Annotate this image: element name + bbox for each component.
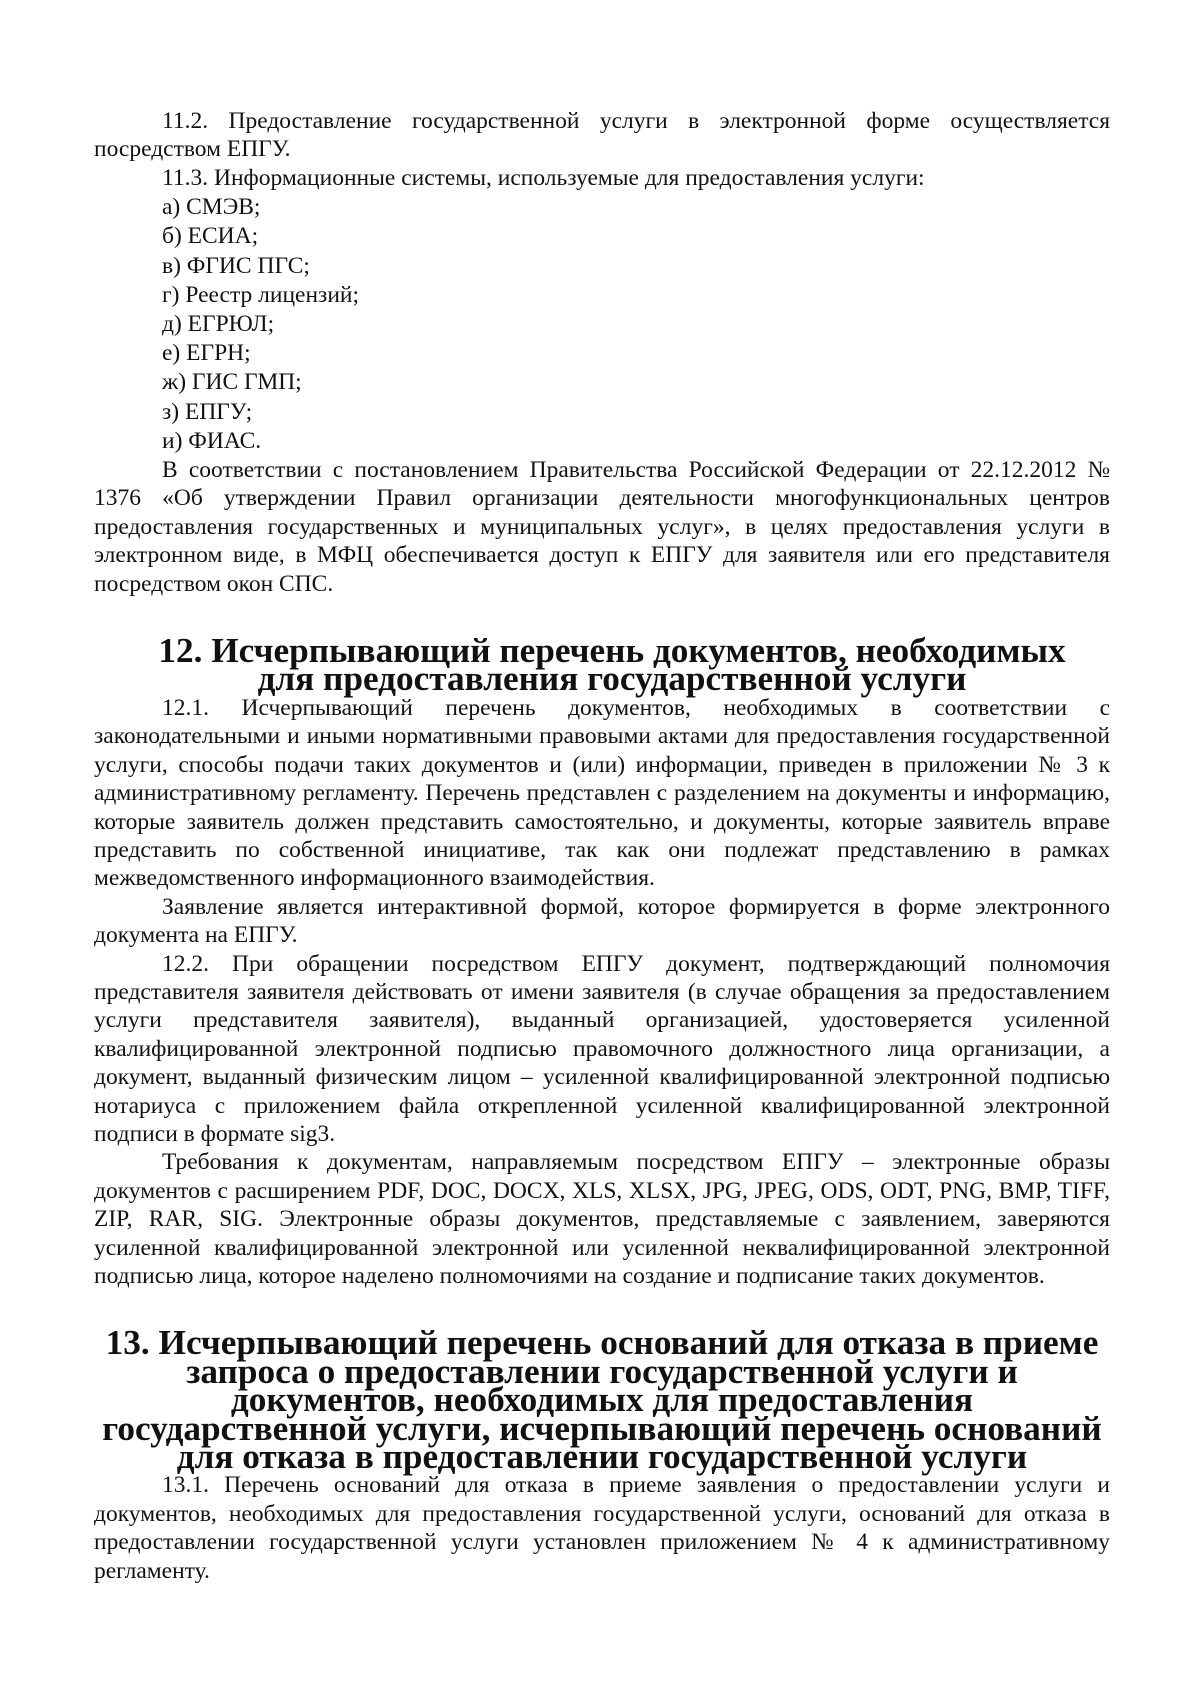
list-item: е) ЕГРН; bbox=[162, 340, 251, 367]
paragraph-12-2: 12.2. При обращении посредством ЕПГУ документ, подтверждающий полномочия представителя заявителя действовать от имени заявителя (в случае обращения за предоставлением услуги представителя заявителя), выданный организацией, удостоверяется усиленной квалифицированной электронной подписью правомочного должностного лица организации, а документ, выданный физическим лицом – усиленной квалифицированной электронной подписью нотариуса с приложением файла открепленной усиленной квалифицированной электронной подписи в формате sig3. bbox=[94, 950, 1110, 1147]
section-13-heading: 13. Исчерпывающий перечень оснований для отказа в приеме запроса о предоставлении государственной услуги и документов, необходимых для предоставления государственной услуги, исчерпывающий перечень оснований для отказа в предоставлении государственной услуги bbox=[102, 1323, 1102, 1477]
list-item: г) Реестр лицензий; bbox=[162, 281, 360, 308]
paragraph-13-1: 13.1. Перечень оснований для отказа в приеме заявления о предоставлении услуги и документов, необходимых для предоставления государственной услуги, оснований для отказа в предоставлении государственной услуги установлен приложением № 4 к административному регламенту. bbox=[94, 1472, 1110, 1584]
list-item: д) ЕГРЮЛ; bbox=[162, 311, 275, 338]
list-item: з) ЕПГУ; bbox=[162, 398, 253, 425]
paragraph-11-2: 11.2. Предоставление государственной услуги в электронной форме осуществляется посредством ЕПГУ. bbox=[94, 108, 1110, 163]
information-systems-list bbox=[94, 193, 1110, 455]
paragraph-document-requirements: Требования к документам, направляемым посредством ЕПГУ – электронные образы документов с расширением PDF, DOC, DOCX, XLS, XLSX, JPG, JPEG, ODS, ODT, PNG, BMP, TIFF, ZIP, RAR, SIG. Электронные образы документов, представляемые с заявлением, заверяются усиленной квалифицированной электронной или усиленной неквалифицированной электронной подписью лица, которое наделено полномочиями на создание и подписание таких документов. bbox=[94, 1149, 1110, 1290]
paragraph-interactive-form: Заявление является интерактивной формой, которое формируется в форме электронного документа на ЕПГУ. bbox=[94, 893, 1110, 949]
paragraph-11-3: 11.3. Информационные системы, используемые для предоставления услуги: bbox=[162, 164, 925, 191]
list-item: а) СМЭВ; bbox=[162, 194, 261, 221]
list-item: и) ФИАС. bbox=[162, 427, 262, 454]
list-item: в) ФГИС ПГС; bbox=[162, 252, 310, 279]
paragraph-12-1: 12.1. Исчерпывающий перечень документов, необходимых в соответствии с законодательными и иными нормативными правовыми актами для предоставления государственной услуги, способы подачи таких документов и (или) информации, приведен в приложении № 3 к административному регламенту. Перечень представлен с разделением на документы и информацию, которые заявитель должен представить самостоятельно, и документы, которые заявитель вправе представить по собственной инициативе, так как они подлежат представлению в рамках межведомственного информационного взаимодействия. bbox=[94, 694, 1110, 892]
paragraph-mfc-access: В соответствии с постановлением Правительства Российской Федерации от 22.12.2012 № 1376 «Об утверждении Правил организации деятельности многофункциональных центров предоставления государственных и муниципальных услуг», в целях предоставления услуги в электронном виде, в МФЦ обеспечивается доступ к ЕПГУ для заявителя или его представителя посредством окон СПС. bbox=[94, 457, 1110, 597]
list-item: ж) ГИС ГМП; bbox=[162, 369, 302, 396]
list-item: б) ЕСИА; bbox=[162, 223, 259, 250]
section-12-heading: 12. Исчерпывающий перечень документов, необходимых для предоставления государственной услуги bbox=[158, 631, 1066, 699]
